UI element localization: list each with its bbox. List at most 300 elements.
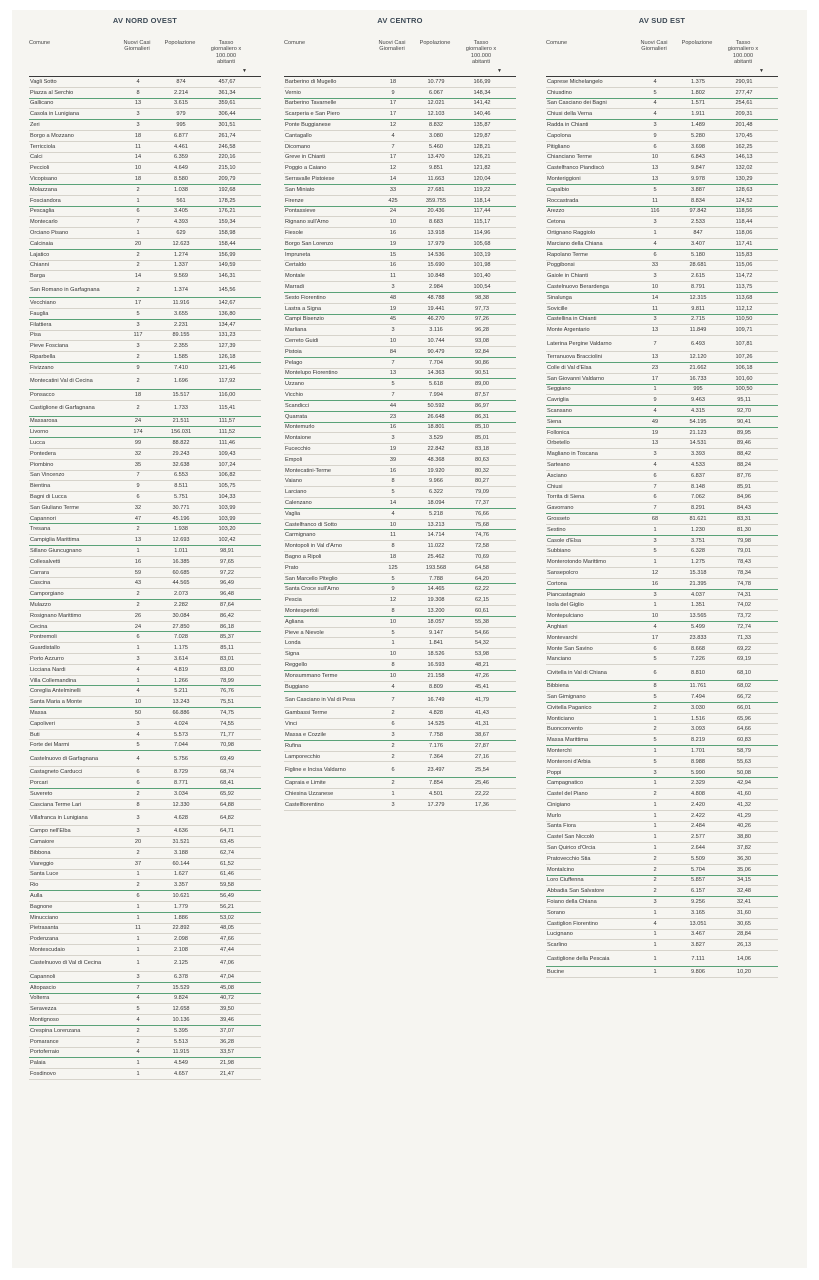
cell-comune: Colle di Val d'Elsa xyxy=(547,364,592,371)
cell-popolazione: 18.801 xyxy=(427,424,445,431)
cell-tasso: 47,66 xyxy=(220,936,234,943)
cell-comune: Filattiera xyxy=(30,321,52,328)
cell-tasso: 103,99 xyxy=(218,515,236,522)
cell-tasso: 209,31 xyxy=(735,111,753,118)
cell-tasso: 254,61 xyxy=(735,100,753,107)
cell-popolazione: 3.080 xyxy=(429,132,443,139)
header-popolazione: Popolazione xyxy=(419,40,451,46)
cell-popolazione: 8.580 xyxy=(174,176,188,183)
cell-tasso: 246,58 xyxy=(218,143,236,150)
cell-popolazione: 7.028 xyxy=(174,634,188,641)
cell-popolazione: 2.644 xyxy=(691,845,705,852)
cell-popolazione: 1.516 xyxy=(691,715,705,722)
cell-comune: Foiano della Chiana xyxy=(547,899,597,906)
cell-comune: Figline e Incisa Valdarno xyxy=(285,766,346,773)
table-row xyxy=(29,1015,261,1026)
cell-comune: Mulazzo xyxy=(30,601,51,608)
cell-popolazione: 2.108 xyxy=(174,947,188,954)
cell-popolazione: 14.525 xyxy=(427,721,445,728)
cell-popolazione: 12.693 xyxy=(172,537,190,544)
cell-comune: Villa Collemandina xyxy=(30,677,77,684)
cell-nuovi-casi: 3 xyxy=(653,451,657,458)
cell-comune: Abbadia San Salvatore xyxy=(547,888,605,895)
cell-tasso: 32,41 xyxy=(737,899,751,906)
cell-tasso: 117,41 xyxy=(735,240,753,247)
cell-nuovi-casi: 17 xyxy=(651,634,659,641)
cell-nuovi-casi: 2 xyxy=(391,710,395,717)
cell-comune: Orciano Pisano xyxy=(30,230,69,237)
table-row xyxy=(546,768,778,779)
cell-popolazione: 8.219 xyxy=(691,737,705,744)
header-comune: Comune xyxy=(546,40,568,46)
table-row xyxy=(546,142,778,153)
cell-nuovi-casi: 19 xyxy=(651,429,659,436)
cell-tasso: 31,60 xyxy=(737,909,751,916)
cell-comune: Carmignano xyxy=(285,532,316,539)
cell-nuovi-casi: 24 xyxy=(134,418,142,425)
cell-nuovi-casi: 7 xyxy=(653,505,657,512)
table-row xyxy=(29,174,261,185)
cell-nuovi-casi: 3 xyxy=(136,122,140,129)
cell-comune: Signa xyxy=(285,651,300,658)
cell-tasso: 220,16 xyxy=(218,154,236,161)
table-row xyxy=(284,466,516,477)
cell-comune: Scansano xyxy=(547,408,572,414)
cell-tasso: 117,92 xyxy=(218,378,236,385)
table-row xyxy=(546,282,778,293)
header-line: Giornalieri xyxy=(124,46,150,53)
header-line: giornaliero x xyxy=(210,46,242,53)
cell-popolazione: 8.988 xyxy=(691,758,705,765)
cell-popolazione: 3.407 xyxy=(691,240,705,247)
table-row xyxy=(29,309,261,320)
cell-popolazione: 3.467 xyxy=(691,931,705,938)
table-row xyxy=(546,88,778,99)
cell-popolazione: 9.851 xyxy=(429,165,443,172)
cell-tasso: 33,57 xyxy=(220,1049,234,1056)
cell-popolazione: 30.084 xyxy=(172,612,190,619)
cell-tasso: 89,46 xyxy=(737,440,751,447)
cell-nuovi-casi: 43 xyxy=(134,580,142,587)
header-line: 100.000 xyxy=(215,52,237,59)
cell-tasso: 277,47 xyxy=(735,89,753,96)
cell-comune: Castiglione di Garfagnana xyxy=(30,405,95,412)
cell-tasso: 76,76 xyxy=(220,688,234,695)
cell-comune: Calenzano xyxy=(285,499,312,506)
cell-nuovi-casi: 14 xyxy=(134,154,142,161)
cell-popolazione: 13.213 xyxy=(427,521,445,528)
cell-nuovi-casi: 3 xyxy=(391,801,395,808)
cell-tasso: 145,56 xyxy=(218,286,236,293)
cell-nuovi-casi: 20 xyxy=(134,240,142,247)
header-nuovi-casi xyxy=(634,40,674,53)
cell-nuovi-casi: 9 xyxy=(653,397,657,404)
cell-nuovi-casi: 4 xyxy=(136,688,140,695)
cell-popolazione: 3.188 xyxy=(174,849,188,856)
cell-tasso: 120,04 xyxy=(473,176,491,183)
cell-comune: Chianciano Terme xyxy=(547,154,592,161)
cell-tasso: 76,66 xyxy=(475,510,489,517)
table-row xyxy=(546,163,778,174)
cell-popolazione: 12.330 xyxy=(172,801,190,808)
table-row xyxy=(546,843,778,854)
cell-nuovi-casi: 1 xyxy=(391,791,395,798)
cell-nuovi-casi: 6 xyxy=(653,143,657,150)
column-av-centro xyxy=(284,14,516,811)
cell-tasso: 83,18 xyxy=(475,445,489,452)
cell-tasso: 124,52 xyxy=(735,197,753,204)
table-row xyxy=(284,719,516,730)
table-row xyxy=(284,423,516,434)
cell-tasso: 97,26 xyxy=(475,316,489,323)
cell-popolazione: 2.073 xyxy=(174,591,188,598)
cell-popolazione: 7.994 xyxy=(429,392,443,398)
cell-tasso: 121,46 xyxy=(218,364,236,371)
cell-comune: Impruneta xyxy=(285,251,311,258)
cell-comune: Riparbella xyxy=(30,354,56,361)
cell-tasso: 132,02 xyxy=(735,165,753,172)
cell-tasso: 90,86 xyxy=(475,359,489,366)
cell-comune: Montale xyxy=(285,273,305,280)
cell-comune: Montelupo Fiorentino xyxy=(285,370,338,377)
cell-nuovi-casi: 6 xyxy=(391,766,395,773)
table-row xyxy=(284,692,516,708)
cell-comune: Larciano xyxy=(285,489,307,496)
table-row xyxy=(546,153,778,164)
cell-comune: Montespertoli xyxy=(285,607,319,614)
cell-comune: Siena xyxy=(547,418,562,425)
cell-nuovi-casi: 20 xyxy=(134,839,142,846)
cell-comune: Vagli Sotto xyxy=(30,78,57,85)
cell-comune: Montescudaio xyxy=(30,947,65,954)
sort-desc-icon: ▼ xyxy=(242,68,247,74)
table-row xyxy=(546,886,778,897)
cell-nuovi-casi: 5 xyxy=(391,489,395,496)
cell-comune: Volterra xyxy=(30,995,50,1002)
table-row xyxy=(29,1004,261,1015)
cell-popolazione: 4.657 xyxy=(174,1071,188,1078)
cell-tasso: 30,65 xyxy=(737,920,751,927)
cell-tasso: 73,72 xyxy=(737,613,751,620)
cell-tasso: 128,63 xyxy=(735,186,753,193)
cell-comune: Rio xyxy=(30,882,39,889)
table-row xyxy=(29,611,261,622)
cell-tasso: 48,05 xyxy=(220,925,234,932)
cell-comune: Greve in Chianti xyxy=(285,154,326,161)
cell-nuovi-casi: 5 xyxy=(653,186,657,193)
cell-comune: Monterchi xyxy=(547,747,572,754)
table-row xyxy=(546,99,778,110)
cell-comune: Lucca xyxy=(30,440,45,446)
cell-popolazione: 7.704 xyxy=(429,359,443,366)
table-row xyxy=(29,730,261,741)
table-row xyxy=(546,681,778,692)
cell-popolazione: 629 xyxy=(176,230,186,237)
cell-nuovi-casi: 84 xyxy=(389,348,397,355)
cell-popolazione: 4.461 xyxy=(174,143,188,150)
cell-comune: Rufina xyxy=(285,742,302,749)
cell-popolazione: 2.355 xyxy=(174,343,188,350)
cell-comune: Uzzano xyxy=(285,381,304,388)
cell-popolazione: 1.627 xyxy=(174,871,188,878)
table-row xyxy=(546,967,778,978)
cell-tasso: 26,13 xyxy=(737,942,751,949)
cell-nuovi-casi: 17 xyxy=(389,111,397,118)
header-line: Giornalieri xyxy=(379,46,405,53)
cell-popolazione: 7.044 xyxy=(174,742,188,749)
cell-comune: Suvereto xyxy=(30,790,53,797)
cell-nuovi-casi: 6 xyxy=(136,493,140,500)
cell-tasso: 10,20 xyxy=(737,969,751,976)
cell-nuovi-casi: 4 xyxy=(391,510,395,517)
cell-nuovi-casi: 17 xyxy=(389,100,397,107)
cell-tasso: 141,42 xyxy=(473,100,491,107)
cell-tasso: 111,46 xyxy=(218,440,236,446)
cell-popolazione: 16.749 xyxy=(427,696,445,703)
table-row xyxy=(546,385,778,396)
cell-nuovi-casi: 17 xyxy=(134,300,142,307)
cell-comune: Borgo San Lorenzo xyxy=(285,240,334,247)
cell-tasso: 25,46 xyxy=(475,780,489,787)
table-row xyxy=(29,460,261,471)
cell-tasso: 118,14 xyxy=(473,197,491,204)
cell-nuovi-casi: 11 xyxy=(135,143,141,150)
cell-tasso: 74,75 xyxy=(220,709,234,716)
cell-comune: Montecatini-Terme xyxy=(285,467,332,474)
cell-comune: Serravalle Pistoiese xyxy=(285,176,335,183)
region-title: AV SUD EST xyxy=(638,16,686,25)
cell-nuovi-casi: 2 xyxy=(391,780,395,787)
table-row xyxy=(29,88,261,99)
cell-nuovi-casi: 11 xyxy=(135,925,141,932)
cell-tasso: 83,31 xyxy=(737,515,751,522)
cell-nuovi-casi: 5 xyxy=(653,737,657,744)
cell-comune: Borgo a Mozzano xyxy=(30,132,74,139)
table-row xyxy=(29,945,261,956)
cell-comune: Fivizzano xyxy=(30,364,54,371)
cell-nuovi-casi: 1 xyxy=(136,871,140,878)
cell-popolazione: 9.811 xyxy=(691,305,705,312)
cell-nuovi-casi: 19 xyxy=(389,305,397,312)
cell-tasso: 149,59 xyxy=(218,262,236,269)
cell-nuovi-casi: 1 xyxy=(136,1071,140,1078)
table-row xyxy=(284,261,516,272)
cell-comune: Guardistallo xyxy=(30,645,60,652)
cell-popolazione: 4.828 xyxy=(429,710,443,717)
table-row xyxy=(546,439,778,450)
table-row xyxy=(546,703,778,714)
table-row xyxy=(29,972,261,983)
cell-tasso: 89,95 xyxy=(737,429,751,436)
cell-comune: Monteriggioni xyxy=(547,176,581,183)
cell-tasso: 92,70 xyxy=(737,408,751,414)
cell-comune: Pisa xyxy=(30,332,41,339)
table-row xyxy=(546,919,778,930)
cell-comune: Barga xyxy=(30,273,45,280)
cell-nuovi-casi: 13 xyxy=(134,537,142,544)
cell-comune: Capalbio xyxy=(547,186,570,193)
cell-popolazione: 10.779 xyxy=(427,78,445,85)
cell-popolazione: 3.357 xyxy=(174,882,188,889)
cell-comune: Campiglia Marittima xyxy=(30,537,80,544)
cell-tasso: 107,26 xyxy=(735,354,753,361)
cell-tasso: 40,72 xyxy=(220,995,234,1002)
cell-popolazione: 4.024 xyxy=(174,720,188,727)
table-row xyxy=(546,546,778,557)
cell-comune: Santa Maria a Monte xyxy=(30,699,82,706)
header-line: Tasso xyxy=(218,40,234,46)
cell-nuovi-casi: 23 xyxy=(651,364,659,371)
cell-comune: Bagnone xyxy=(30,903,53,910)
table-row xyxy=(29,1048,261,1059)
cell-comune: Viareggio xyxy=(30,860,54,867)
cell-nuovi-casi: 2 xyxy=(136,849,140,856)
cell-tasso: 47,26 xyxy=(475,672,489,679)
cell-tasso: 86,97 xyxy=(475,402,489,409)
cell-comune: Chianni xyxy=(30,262,49,269)
cell-tasso: 74,31 xyxy=(737,591,751,598)
cell-nuovi-casi: 2 xyxy=(136,601,140,608)
table-row xyxy=(29,1026,261,1037)
cell-nuovi-casi: 24 xyxy=(134,623,142,630)
cell-comune: Zeri xyxy=(30,122,40,129)
table-row xyxy=(546,304,778,315)
table-row xyxy=(29,99,261,110)
cell-nuovi-casi: 2 xyxy=(391,742,395,749)
cell-nuovi-casi: 1 xyxy=(653,780,657,787)
table-row xyxy=(284,293,516,304)
cell-comune: Montepulciano xyxy=(547,613,584,620)
cell-nuovi-casi: 425 xyxy=(388,197,398,204)
cell-comune: Palaia xyxy=(30,1060,46,1067)
table-row xyxy=(546,174,778,185)
cell-popolazione: 1.489 xyxy=(691,122,705,129)
table-row xyxy=(29,163,261,174)
cell-comune: Gavorrano xyxy=(547,505,574,512)
cell-comune: Bientina xyxy=(30,483,51,490)
table-row xyxy=(29,848,261,859)
cell-nuovi-casi: 1 xyxy=(653,834,657,841)
table-row xyxy=(29,481,261,492)
cell-nuovi-casi: 12 xyxy=(389,597,397,604)
cell-comune: Calcinaia xyxy=(30,240,54,247)
cell-popolazione: 1.230 xyxy=(691,526,705,533)
cell-nuovi-casi: 9 xyxy=(136,364,140,371)
cell-popolazione: 14.714 xyxy=(427,532,445,539)
cell-popolazione: 5.513 xyxy=(174,1038,188,1045)
cell-nuovi-casi: 8 xyxy=(653,683,657,690)
cell-tasso: 41,29 xyxy=(737,812,751,819)
region-title: AV CENTRO xyxy=(377,16,423,25)
table-row xyxy=(29,956,261,972)
cell-tasso: 69,19 xyxy=(737,656,751,663)
cell-popolazione: 7.226 xyxy=(691,656,705,663)
cell-nuovi-casi: 4 xyxy=(136,755,140,762)
table-row xyxy=(546,832,778,843)
cell-popolazione: 8.668 xyxy=(691,645,705,652)
table-row xyxy=(284,563,516,574)
cell-comune: Sinalunga xyxy=(547,294,572,301)
cell-tasso: 88,24 xyxy=(737,461,751,468)
cell-comune: Cavriglia xyxy=(547,397,569,404)
header-tasso xyxy=(203,40,249,66)
cell-nuovi-casi: 2 xyxy=(136,405,140,412)
cell-comune: Marradi xyxy=(285,284,304,291)
table-row xyxy=(546,854,778,865)
cell-popolazione: 3.615 xyxy=(174,100,188,107)
cell-tasso: 118,44 xyxy=(735,219,753,226)
table-row xyxy=(546,460,778,471)
cell-popolazione: 9.847 xyxy=(691,165,705,172)
cell-comune: Pelago xyxy=(285,359,303,366)
cell-popolazione: 8.148 xyxy=(691,483,705,490)
cell-nuovi-casi: 18 xyxy=(134,176,142,183)
cell-popolazione: 13.200 xyxy=(427,607,445,614)
cell-nuovi-casi: 10 xyxy=(134,699,142,706)
cell-tasso: 159,34 xyxy=(218,219,236,226)
cell-tasso: 64,88 xyxy=(220,801,234,808)
cell-nuovi-casi: 1 xyxy=(653,602,657,609)
cell-comune: San Marcello Piteglio xyxy=(285,575,338,582)
cell-popolazione: 14.363 xyxy=(427,370,445,377)
cell-comune: Vicchio xyxy=(285,392,303,398)
cell-tasso: 41,60 xyxy=(737,791,751,798)
cell-comune: San Gimignano xyxy=(547,693,586,700)
cell-tasso: 100,54 xyxy=(473,284,491,291)
cell-popolazione: 11.022 xyxy=(427,543,445,550)
table-row xyxy=(29,708,261,719)
cell-nuovi-casi: 4 xyxy=(391,132,395,139)
cell-comune: Podenzana xyxy=(30,936,59,943)
cell-tasso: 41,32 xyxy=(737,801,751,808)
cell-nuovi-casi: 4 xyxy=(653,461,657,468)
cell-tasso: 136,80 xyxy=(218,310,236,317)
cell-popolazione: 13.243 xyxy=(172,699,190,706)
cell-comune: Sarteano xyxy=(547,461,570,468)
cell-popolazione: 12.623 xyxy=(172,240,190,247)
table-row xyxy=(29,471,261,482)
cell-comune: Monteroni d'Arbia xyxy=(547,758,591,765)
cell-tasso: 55,63 xyxy=(737,758,751,765)
cell-comune: Prato xyxy=(285,564,299,571)
cell-popolazione: 2.098 xyxy=(174,936,188,943)
cell-tasso: 110,50 xyxy=(735,316,753,323)
cell-comune: San Giovanni Valdarno xyxy=(547,375,605,382)
cell-tasso: 79,98 xyxy=(737,537,751,544)
cell-tasso: 74,76 xyxy=(475,532,489,539)
cell-nuovi-casi: 3 xyxy=(136,720,140,727)
cell-nuovi-casi: 2 xyxy=(391,753,395,760)
cell-comune: Caprese Michelangelo xyxy=(547,78,603,85)
header-line: 100.000 xyxy=(732,52,754,59)
cell-popolazione: 4.549 xyxy=(174,1060,188,1067)
cell-nuovi-casi: 3 xyxy=(136,343,140,350)
cell-popolazione: 6.843 xyxy=(691,154,705,161)
cell-popolazione: 18.057 xyxy=(427,618,445,625)
table-row xyxy=(546,557,778,568)
cell-tasso: 95,11 xyxy=(737,397,751,404)
cell-comune: Ortignano Raggiolo xyxy=(547,230,596,237)
cell-popolazione: 7.410 xyxy=(174,364,188,371)
cell-popolazione: 1.337 xyxy=(174,262,188,269)
table-row xyxy=(284,239,516,250)
cell-popolazione: 90.479 xyxy=(427,348,445,355)
cell-tasso: 27,16 xyxy=(475,753,489,760)
cell-popolazione: 9.824 xyxy=(174,995,188,1002)
cell-comune: Montecarlo xyxy=(30,219,58,226)
cell-comune: Livorno xyxy=(30,429,49,436)
table-row xyxy=(546,757,778,768)
